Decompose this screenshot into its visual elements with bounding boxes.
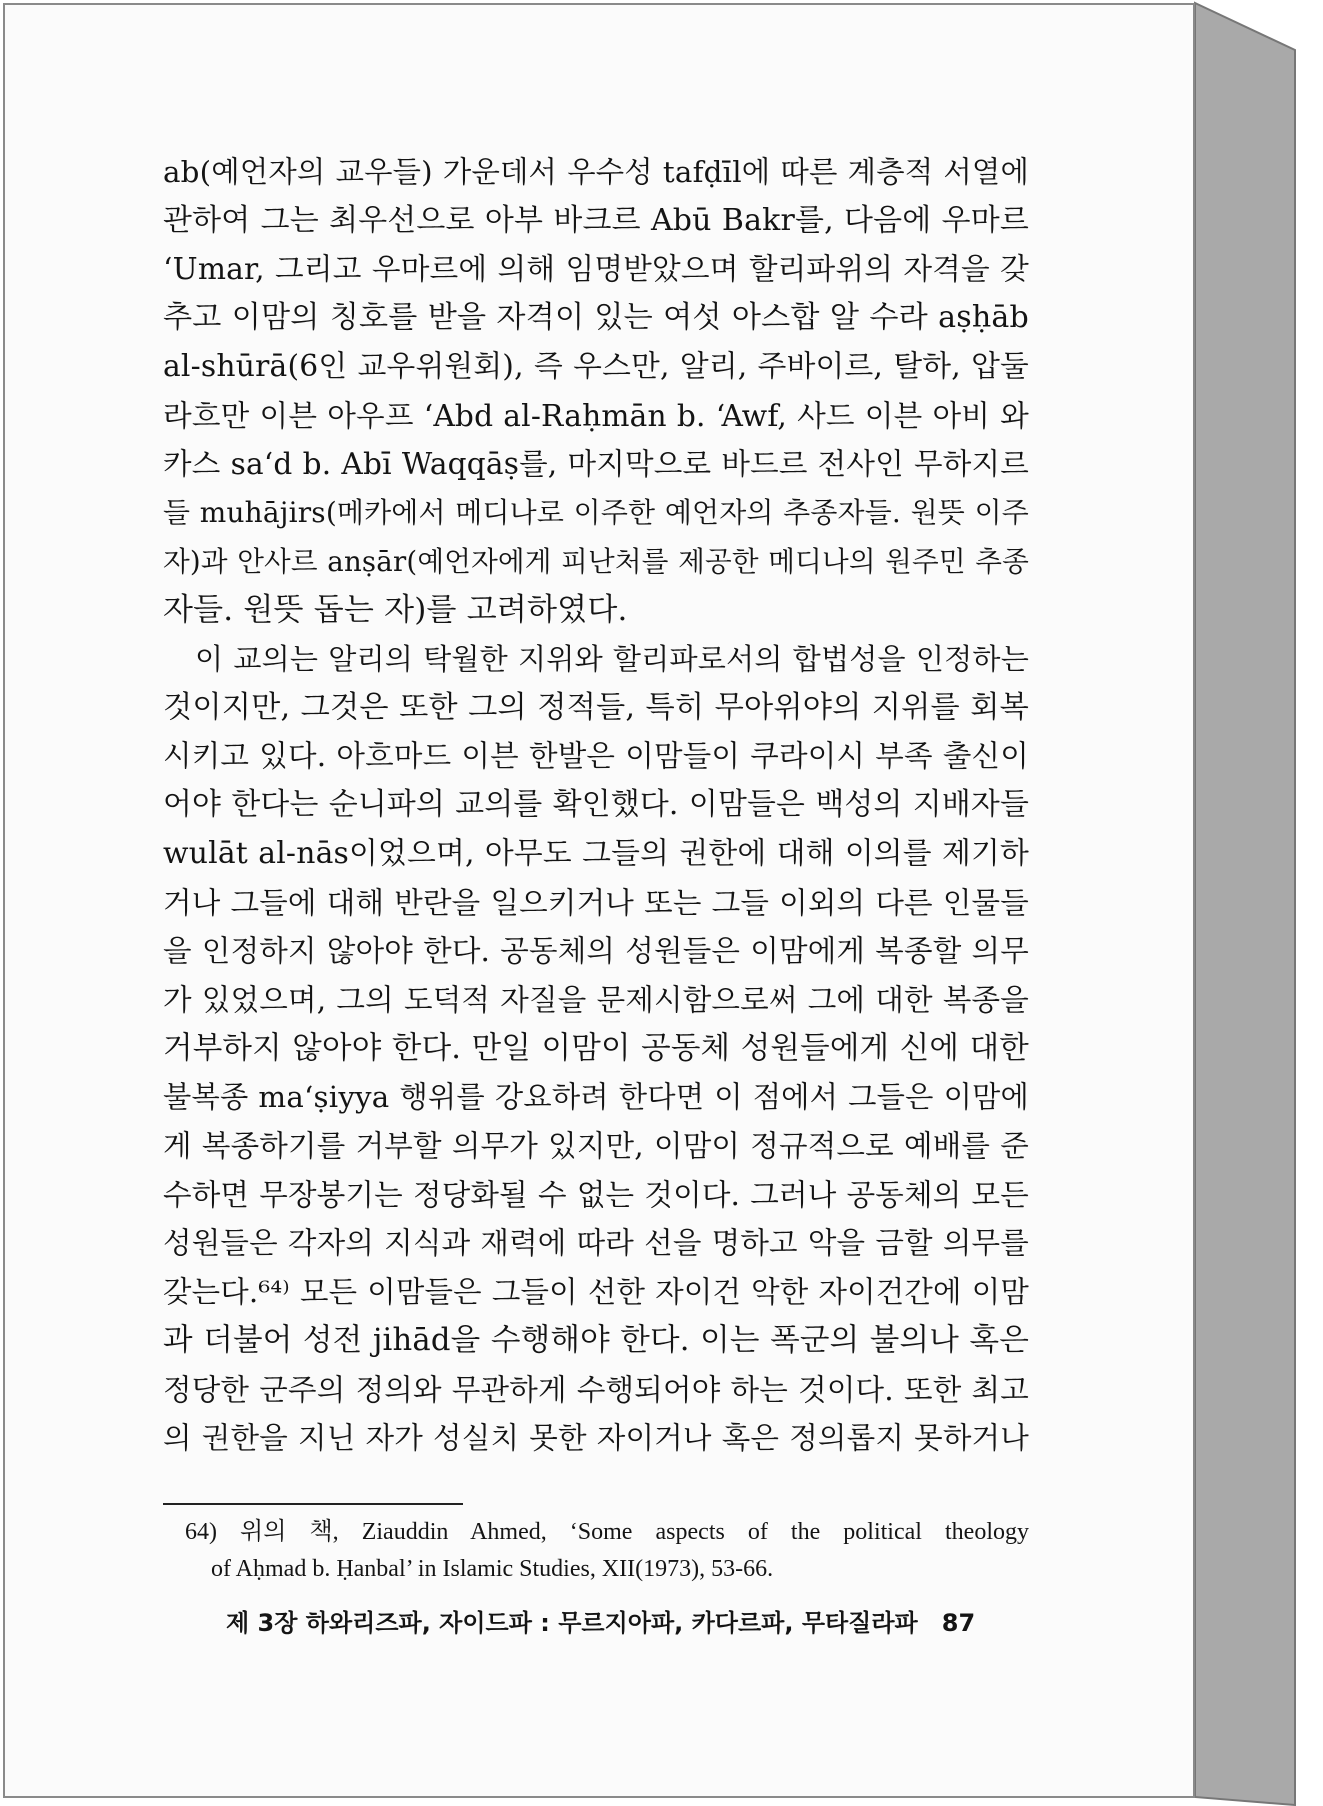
footnote-divider bbox=[163, 1503, 463, 1505]
text-line: 거나 그들에 대해 반란을 일으키거나 또는 그들 이외의 다른 인물들 bbox=[163, 885, 1029, 920]
text-line: 갖는다.⁶⁴⁾ 모든 이맘들은 그들이 선한 자이건 악한 자이건간에 이맘 bbox=[163, 1275, 1029, 1310]
text-line: 들 muhājirs(메카에서 메디나로 이주한 예언자의 추종자들. 원뜻 이주 bbox=[163, 495, 1029, 529]
text-line: 관하여 그는 최우선으로 아부 바크르 Abū Bakr를, 다음에 우마르 bbox=[163, 202, 1029, 238]
text-line: 것이지만, 그것은 또한 그의 정적들, 특히 무아위야의 지위를 회복 bbox=[163, 689, 1029, 725]
text-line: 정당한 군주의 정의와 무관하게 수행되어야 하는 것이다. 또한 최고 bbox=[163, 1372, 1029, 1407]
running-footer bbox=[226, 1606, 1006, 1640]
text-line: 과 더불어 성전 jihād을 수행해야 한다. 이는 폭군의 불의나 혹은 bbox=[163, 1322, 1029, 1358]
text-line: al-shūrā(6인 교우위원회), 즉 우스만, 알리, 주바이르, 탈하, 압둘 bbox=[163, 348, 1029, 384]
text-line: 을 인정하지 않아야 한다. 공동체의 성원들은 이맘에게 복종할 의무 bbox=[163, 934, 1029, 969]
text-line: 어야 한다는 순니파의 교의를 확인했다. 이맘들은 백성의 지배자들 bbox=[163, 787, 1029, 823]
page-number: 87 bbox=[941, 1609, 976, 1637]
footnote bbox=[163, 1514, 1029, 1588]
footnote-line: 64) 위의 책, Ziauddin Ahmed, ‘Some aspects of the political theology bbox=[185, 1519, 1029, 1545]
footnote-line: of Aḥmad b. Ḥanbal’ in Islamic Studies, XII(1973), 53-66. bbox=[211, 1556, 774, 1582]
text-line: ‘Umar, 그리고 우마르에 의해 임명받았으며 할리파위의 자격을 갖 bbox=[163, 251, 1029, 287]
text-line: 시키고 있다. 아흐마드 이븐 한발은 이맘들이 쿠라이시 부족 출신이 bbox=[163, 739, 1029, 774]
text-line: 불복종 ma‘ṣiyya 행위를 강요하려 한다면 이 점에서 그들은 이맘에 bbox=[163, 1080, 1029, 1115]
text-line: 의 권한을 지닌 자가 성실치 못한 자이거나 혹은 정의롭지 못하거나 bbox=[163, 1421, 1029, 1456]
text-line: 가 있었으며, 그의 도덕적 자질을 문제시함으로써 그에 대한 복종을 bbox=[163, 982, 1029, 1017]
chapter-title: 제 3장 하와리즈파, 자이드파 : 무르지아파, 카다르파, 무타질라파 bbox=[226, 1609, 918, 1637]
text-line: 카스 sa‘d b. Abī Waqqāṣ를, 마지막으로 바드르 전사인 무하지르 bbox=[163, 447, 1029, 482]
text-line: 자)과 안사르 anṣār(예언자에게 피난처를 제공한 메디나의 원주민 추종 bbox=[163, 544, 1029, 578]
paragraph-2 bbox=[163, 635, 1029, 1463]
text-line: ab(예언자의 교우들) 가운데서 우수성 tafḍīl에 따른 계층적 서열에 bbox=[163, 155, 1029, 189]
text-line: 추고 이맘의 칭호를 받을 자격이 있는 여섯 아스합 알 수라 aṣḥāb bbox=[163, 300, 1029, 336]
paragraph-1 bbox=[163, 148, 1029, 635]
text-line: 라흐만 이븐 아우프 ‘Abd al-Raḥmān b. ‘Awf, 사드 이븐 아비 와 bbox=[163, 397, 1029, 433]
text-line: wulāt al-nās이었으며, 아무도 그들의 권한에 대해 이의를 제기하 bbox=[163, 835, 1029, 871]
page-body bbox=[163, 148, 1029, 1463]
text-line: 이 교의는 알리의 탁월한 지위와 할리파로서의 합법성을 인정하는 bbox=[195, 642, 1029, 677]
text-line: 거부하지 않아야 한다. 만일 이맘이 공동체 성원들에게 신에 대한 bbox=[163, 1030, 1029, 1066]
text-line: 성원들은 각자의 지식과 재력에 따라 선을 명하고 악을 금할 의무를 bbox=[163, 1226, 1029, 1261]
text-line: 게 복종하기를 거부할 의무가 있지만, 이맘이 정규적으로 예배를 준 bbox=[163, 1129, 1029, 1164]
text-line: 수하면 무장봉기는 정당화될 수 없는 것이다. 그러나 공동체의 모든 bbox=[163, 1177, 1029, 1212]
text-line: 자들. 원뜻 돕는 자)를 고려하였다. bbox=[163, 592, 628, 629]
